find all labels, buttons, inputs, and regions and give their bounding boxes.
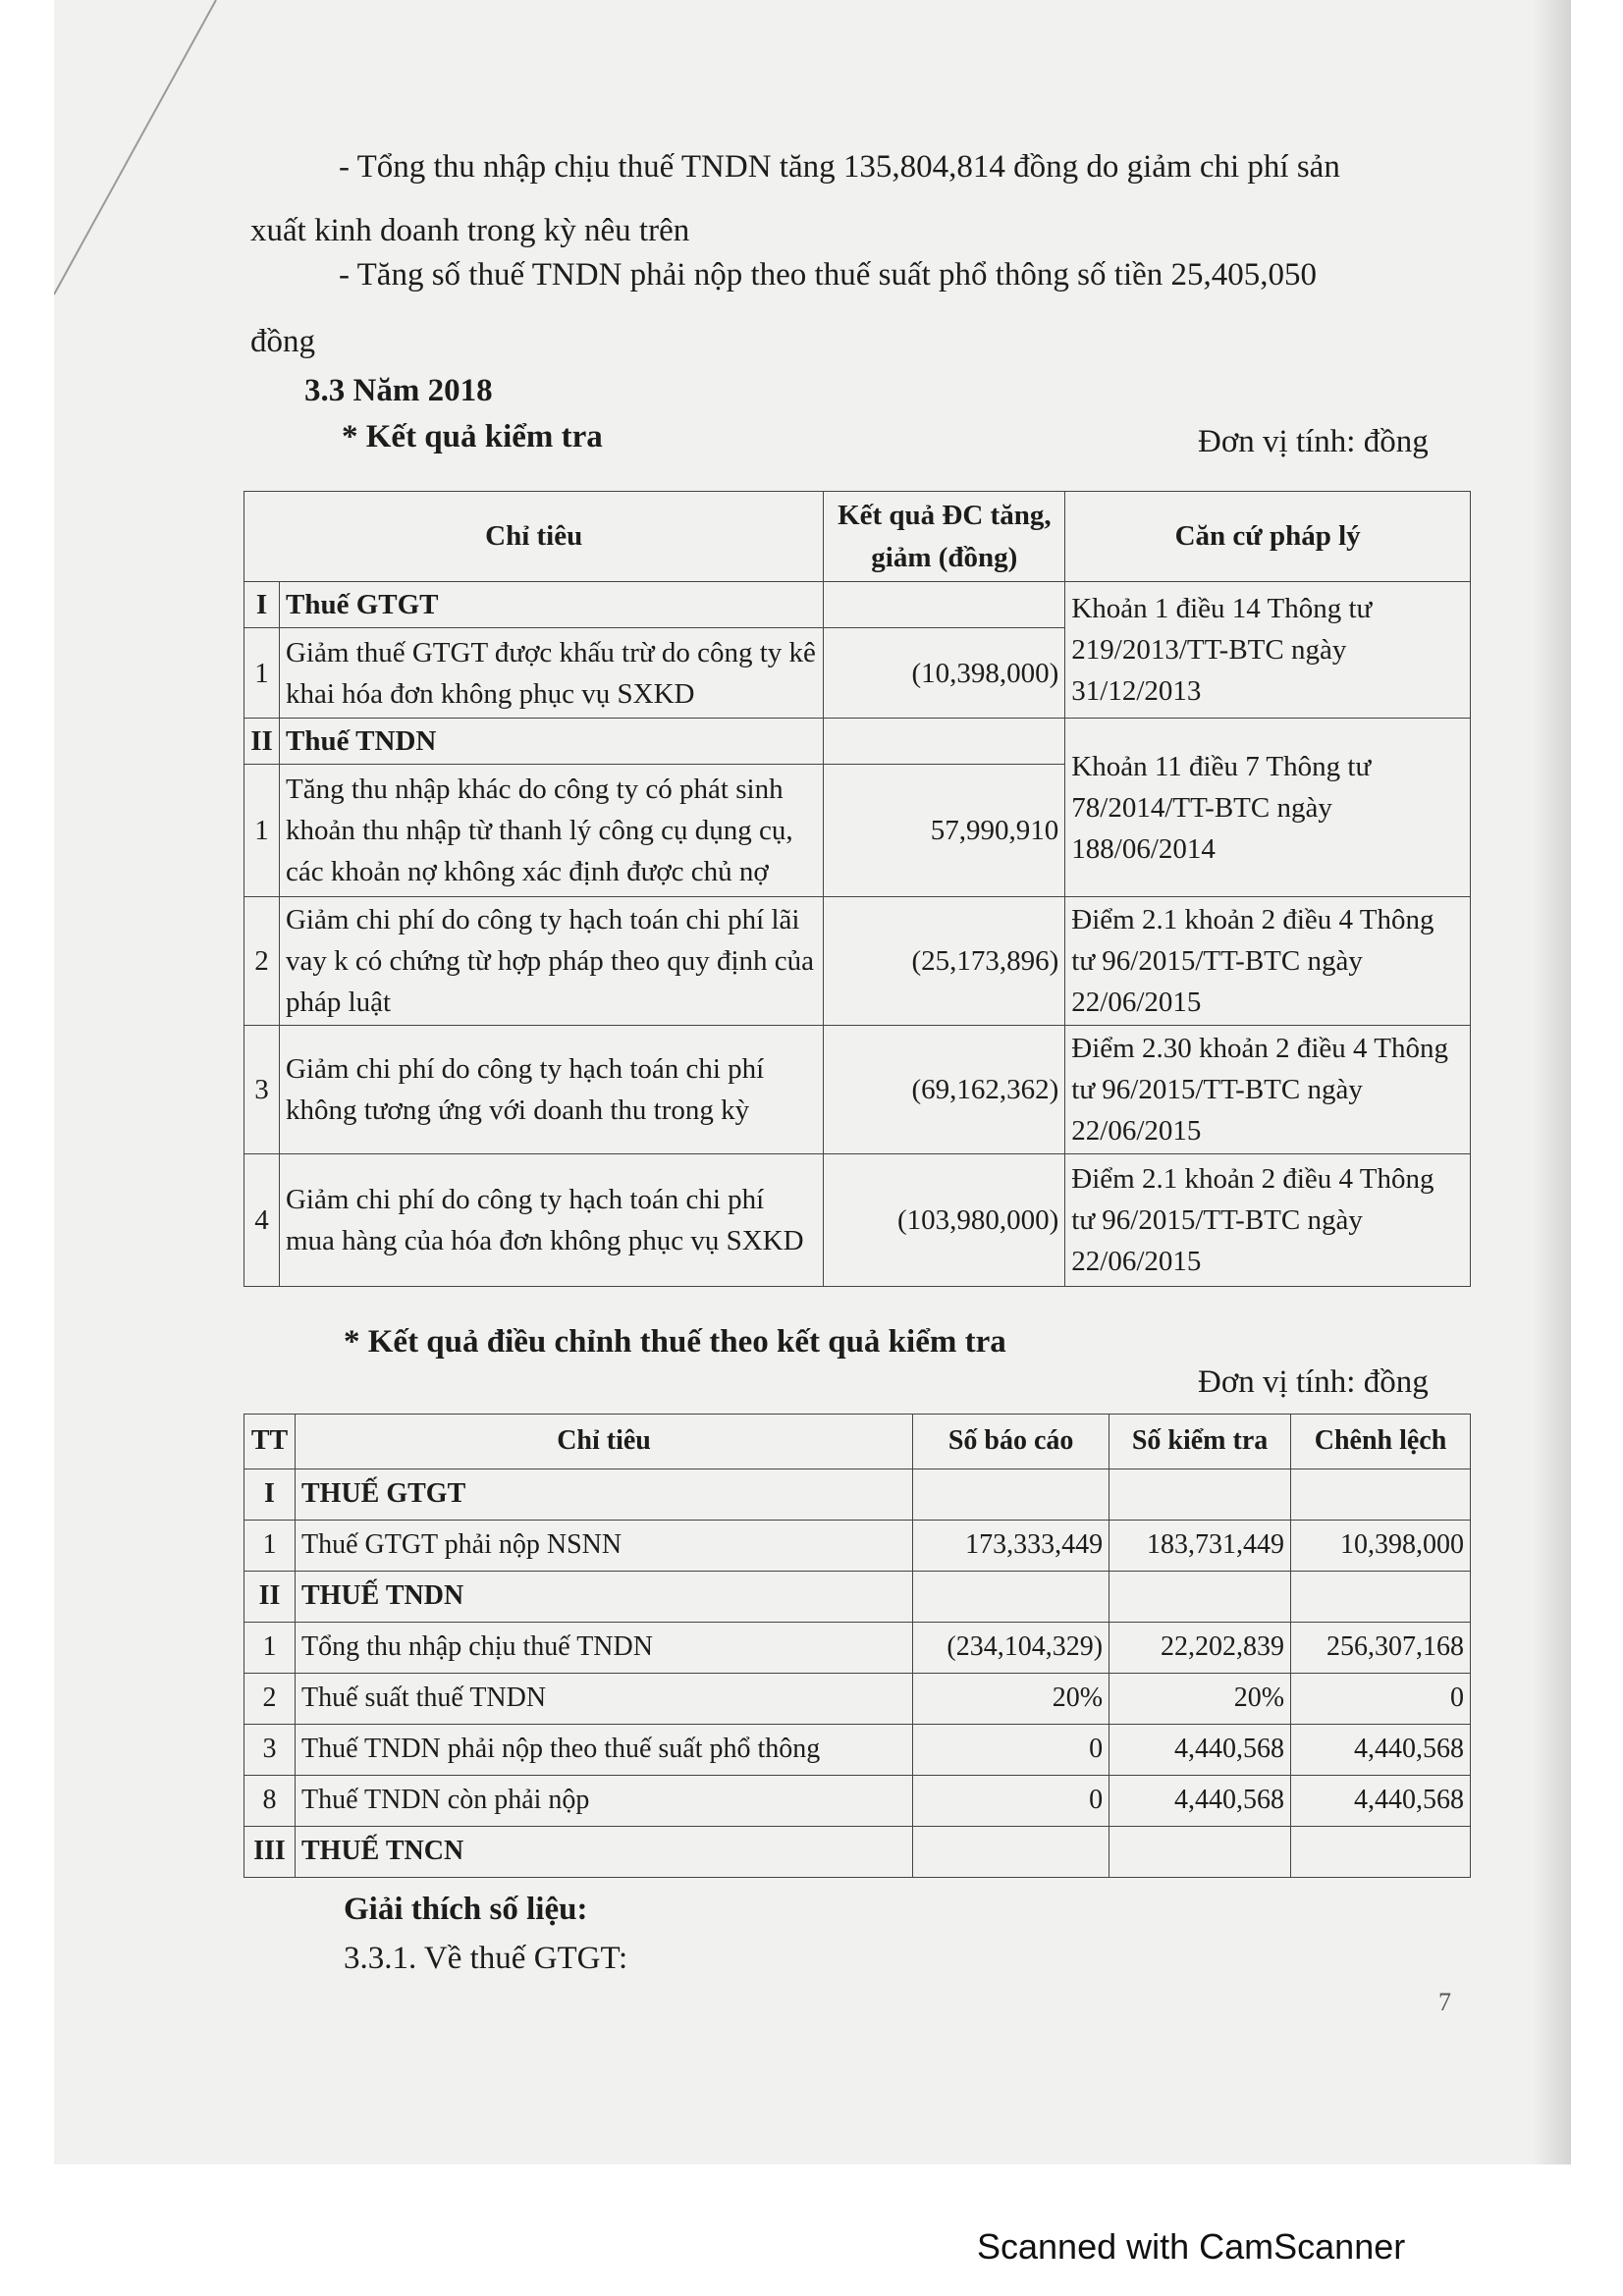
row-amount: (69,162,362) [824,1026,1065,1154]
table1-row [244,1026,1471,1154]
group-title: Thuế TNDN [279,719,823,765]
inspection-result-table [243,491,1471,1287]
table1-row [244,1154,1471,1287]
group-number: I [244,582,280,628]
legal-basis: Điểm 2.1 khoản 2 điều 4 Thông tư 96/2015/TT-BTC ngày 22/06/2015 [1065,1154,1471,1287]
row-description: Giảm chi phí do công ty hạch toán chi phí lãi vay k có chứng từ hợp pháp theo quy định của pháp luật [279,897,823,1026]
table2-group-row [244,1469,1471,1521]
legal-basis: Điểm 2.1 khoản 2 điều 4 Thông tư 96/2015/TT-BTC ngày 22/06/2015 [1065,897,1471,1026]
table1-header-row [244,492,1471,582]
row-amount: 57,990,910 [824,765,1065,897]
header-item: Chỉ tiêu [295,1415,912,1469]
row-tt: 2 [244,1674,296,1725]
page-edge-shadow [1532,0,1571,2164]
group-title: Thuế GTGT [279,582,823,628]
row-checked: 183,731,449 [1109,1521,1291,1572]
row-difference: 10,398,000 [1291,1521,1471,1572]
table2-row [244,1623,1471,1674]
row-tt: III [244,1827,296,1878]
header-tt: TT [244,1415,296,1469]
scanner-watermark: Scanned with CamScanner [977,2226,1406,2267]
row-item: Thuế TNDN phải nộp theo thuế suất phổ thông [295,1725,912,1776]
row-difference [1291,1572,1471,1623]
table2-header-row [244,1415,1471,1469]
row-tt: 1 [244,1521,296,1572]
row-difference: 4,440,568 [1291,1725,1471,1776]
table2-group-row [244,1827,1471,1878]
row-number: 1 [244,628,280,719]
row-checked: 22,202,839 [1109,1623,1291,1674]
table1-row [244,897,1471,1026]
row-checked: 4,440,568 [1109,1776,1291,1827]
row-description: Giảm chi phí do công ty hạch toán chi phí không tương ứng với doanh thu trong kỳ [279,1026,823,1154]
row-amount: (103,980,000) [824,1154,1065,1287]
empty-cell [824,719,1065,765]
row-amount: (25,173,896) [824,897,1065,1026]
intro-line-2: xuất kinh doanh trong kỳ nêu trên [250,213,690,248]
subsection-title: 3.3.1. Về thuế GTGT: [344,1941,628,1976]
row-description: Tăng thu nhập khác do công ty có phát sinh khoản thu nhập từ thanh lý công cụ dụng cụ, các khoản nợ không xác định được chủ nợ [279,765,823,897]
intro-line-1: - Tổng thu nhập chịu thuế TNDN tăng 135,804,814 đồng do giảm chi phí sản [339,149,1340,185]
table1-header-item: Chỉ tiêu [244,492,824,582]
row-reported: 173,333,449 [913,1521,1109,1572]
row-number: 1 [244,765,280,897]
row-reported: 0 [913,1776,1109,1827]
row-number: 3 [244,1026,280,1154]
result-heading: * Kết quả kiểm tra [342,419,603,454]
unit-label: Đơn vị tính: đồng [1198,424,1429,459]
row-item: THUẾ TNDN [295,1572,912,1623]
row-item: Tổng thu nhập chịu thuế TNDN [295,1623,912,1674]
row-difference: 0 [1291,1674,1471,1725]
row-reported [913,1469,1109,1521]
row-reported: 20% [913,1674,1109,1725]
row-tt: 3 [244,1725,296,1776]
row-checked: 4,440,568 [1109,1725,1291,1776]
row-amount: (10,398,000) [824,628,1065,719]
table2-row [244,1674,1471,1725]
legal-basis: Khoản 11 điều 7 Thông tư 78/2014/TT-BTC ngày 188/06/2014 [1065,719,1471,897]
group-number: II [244,719,280,765]
unit-label-2: Đơn vị tính: đồng [1198,1364,1429,1400]
row-difference [1291,1827,1471,1878]
row-reported: (234,104,329) [913,1623,1109,1674]
row-number: 4 [244,1154,280,1287]
row-checked [1109,1469,1291,1521]
table2-row [244,1521,1471,1572]
row-checked: 20% [1109,1674,1291,1725]
row-tt: 1 [244,1623,296,1674]
table2-row [244,1776,1471,1827]
row-description: Giảm thuế GTGT được khấu trừ do công ty kê khai hóa đơn không phục vụ SXKD [279,628,823,719]
row-number: 2 [244,897,280,1026]
table1-header-basis: Căn cứ pháp lý [1065,492,1471,582]
header-difference: Chênh lệch [1291,1415,1471,1469]
explain-heading: Giải thích số liệu: [344,1892,588,1927]
table1-group-row [244,719,1471,765]
row-description: Giảm chi phí do công ty hạch toán chi phí mua hàng của hóa đơn không phục vụ SXKD [279,1154,823,1287]
row-item: Thuế GTGT phải nộp NSNN [295,1521,912,1572]
table2-row [244,1725,1471,1776]
legal-basis: Điểm 2.30 khoản 2 điều 4 Thông tư 96/2015/TT-BTC ngày 22/06/2015 [1065,1026,1471,1154]
adjust-heading: * Kết quả điều chỉnh thuế theo kết quả kiểm tra [344,1324,1006,1360]
table2-group-row [244,1572,1471,1623]
table2-body [244,1469,1471,1878]
table1-header-amount: Kết quả ĐC tăng, giảm (đồng) [824,492,1065,582]
empty-cell [824,582,1065,628]
intro-line-3: - Tăng số thuế TNDN phải nộp theo thuế suất phổ thông số tiền 25,405,050 [339,257,1318,293]
intro-line-4: đồng [250,324,315,359]
page-number: 7 [1438,1988,1451,2016]
row-difference: 4,440,568 [1291,1776,1471,1827]
row-difference: 256,307,168 [1291,1623,1471,1674]
row-reported [913,1827,1109,1878]
table1-group-row [244,582,1471,628]
row-difference [1291,1469,1471,1521]
row-checked [1109,1827,1291,1878]
row-tt: I [244,1469,296,1521]
tax-adjustment-table [243,1414,1471,1878]
row-item: THUẾ TNCN [295,1827,912,1878]
header-reported: Số báo cáo [913,1415,1109,1469]
header-checked: Số kiểm tra [1109,1415,1291,1469]
row-item: THUẾ GTGT [295,1469,912,1521]
row-reported [913,1572,1109,1623]
row-reported: 0 [913,1725,1109,1776]
row-checked [1109,1572,1291,1623]
row-item: Thuế suất thuế TNDN [295,1674,912,1725]
section-title: 3.3 Năm 2018 [304,373,493,408]
row-tt: II [244,1572,296,1623]
row-tt: 8 [244,1776,296,1827]
row-item: Thuế TNDN còn phải nộp [295,1776,912,1827]
legal-basis: Khoản 1 điều 14 Thông tư 219/2013/TT-BTC ngày 31/12/2013 [1065,582,1471,719]
